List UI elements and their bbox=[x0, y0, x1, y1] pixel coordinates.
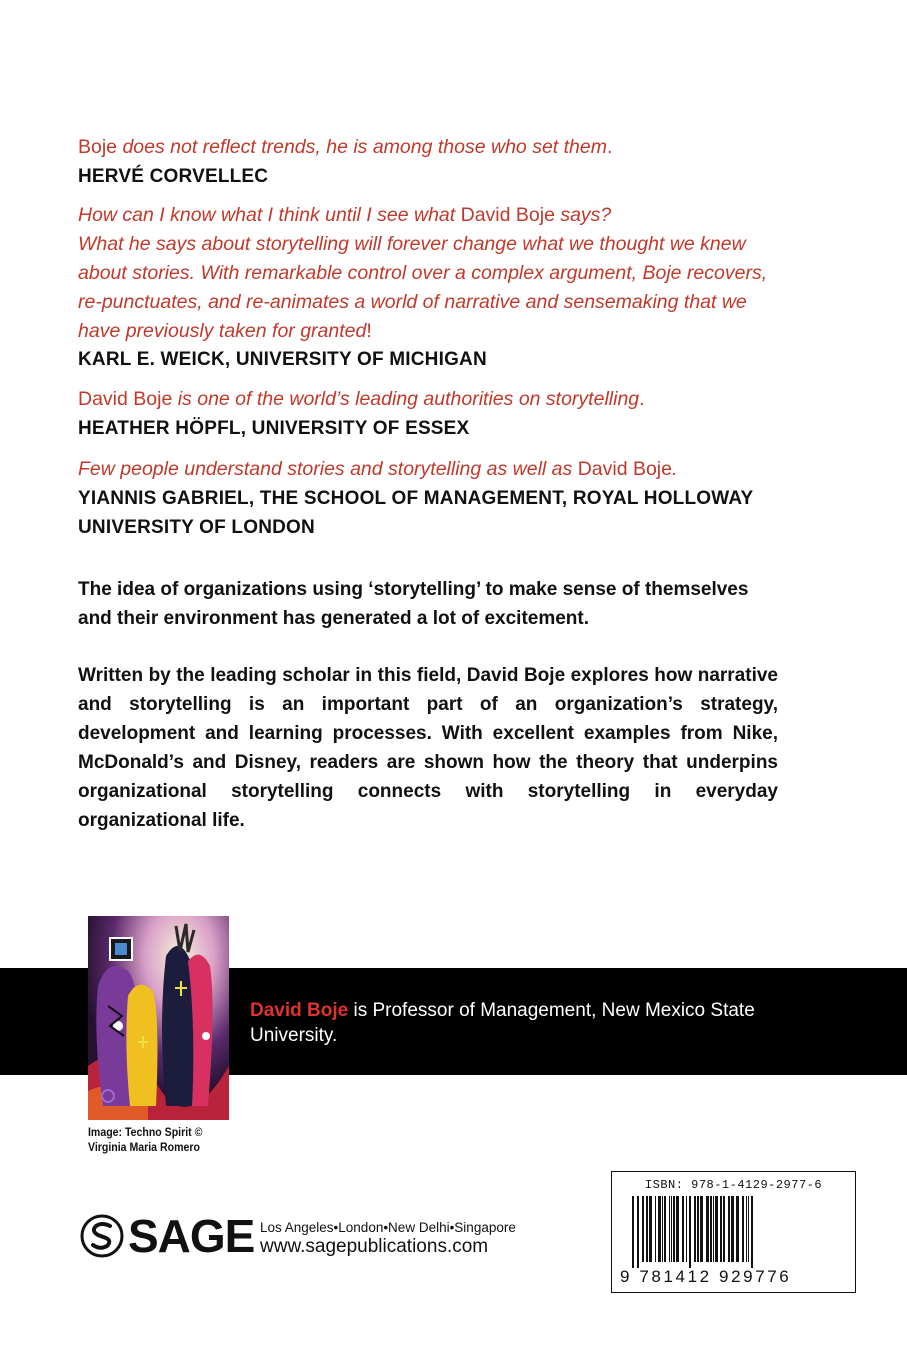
quote-segment: re-punctuates, and re-animates a world of narrative and sensemaking that we bbox=[78, 291, 747, 313]
techno-spirit-artwork bbox=[88, 916, 229, 1120]
quote-line bbox=[78, 288, 767, 317]
barcode-bar bbox=[642, 1196, 644, 1262]
image-credit-line-1: Image: Techno Spirit © bbox=[88, 1125, 203, 1139]
image-credit bbox=[88, 1125, 202, 1155]
author-bio bbox=[250, 998, 770, 1048]
endorsement-quote bbox=[78, 133, 612, 162]
barcode-bar bbox=[700, 1196, 703, 1262]
barcode-bar bbox=[751, 1196, 753, 1268]
barcode-bar bbox=[731, 1196, 734, 1262]
barcode-bar bbox=[649, 1196, 652, 1262]
attribution-line: HERVÉ CORVELLEC bbox=[78, 166, 269, 187]
barcode-bar bbox=[632, 1196, 634, 1268]
barcode-bar bbox=[706, 1196, 709, 1262]
attribution-line: YIANNIS GABRIEL, THE SCHOOL OF MANAGEMENT, ROYAL HOLLOWAY bbox=[78, 488, 754, 509]
quote-segment: Boje bbox=[78, 136, 123, 158]
barcode-bar bbox=[676, 1196, 679, 1262]
endorsement-quote bbox=[78, 201, 767, 346]
quote-segment: What he says about storytelling will forever change what we thought we knew bbox=[78, 233, 746, 255]
sage-logo bbox=[80, 1210, 255, 1262]
quote-line bbox=[78, 455, 677, 484]
quote-line bbox=[78, 230, 767, 259]
barcode-bar bbox=[720, 1196, 722, 1262]
barcode-bar bbox=[736, 1196, 739, 1262]
endorsement-attribution bbox=[78, 345, 487, 374]
description-paragraph-1: The idea of organizations using ‘storytelling’ to make sense of themselves and their environment has generated a lot of excitement. bbox=[78, 579, 749, 629]
isbn-label: ISBN: 978-1-4129-2977-6 bbox=[644, 1178, 823, 1192]
quote-segment: David Boje bbox=[577, 458, 672, 480]
barcode-bar bbox=[646, 1196, 648, 1262]
barcode-bar bbox=[728, 1196, 730, 1262]
sage-emblem-icon bbox=[80, 1214, 124, 1258]
quote-segment: says? bbox=[554, 204, 612, 226]
publisher-url[interactable]: www.sagepublications.com bbox=[260, 1236, 489, 1257]
publisher-cities: Los Angeles•London•New Delhi•Singapore bbox=[260, 1220, 516, 1235]
quote-segment: Few people understand stories and storytelling as well as bbox=[78, 458, 578, 480]
barcode-bar bbox=[662, 1196, 663, 1262]
endorsement-attribution bbox=[78, 484, 753, 542]
quote-segment: . bbox=[672, 458, 678, 480]
attribution-line: KARL E. WEICK, UNIVERSITY OF MICHIGAN bbox=[78, 349, 487, 370]
attribution-line: HEATHER HÖPFL, UNIVERSITY OF ESSEX bbox=[78, 418, 470, 439]
barcode-bar bbox=[694, 1196, 696, 1262]
barcode-bar bbox=[682, 1196, 684, 1262]
quote-segment: . bbox=[639, 388, 645, 410]
endorsement-quote bbox=[78, 455, 677, 484]
endorsement-attribution bbox=[78, 162, 268, 191]
quote-segment: ! bbox=[366, 320, 372, 342]
sage-logo-text: SAGE bbox=[128, 1210, 255, 1262]
author-name: David Boje bbox=[250, 1000, 349, 1021]
image-credit-line-2: Virginia Maria Romero bbox=[88, 1140, 200, 1154]
quote-segment: David Boje bbox=[78, 388, 178, 410]
quote-segment: David Boje bbox=[460, 204, 555, 226]
barcode-bar bbox=[723, 1196, 725, 1262]
quote-line bbox=[78, 317, 767, 346]
barcode-bar bbox=[658, 1196, 661, 1262]
barcode-bar bbox=[664, 1196, 666, 1262]
quote-line bbox=[78, 259, 767, 288]
author-bio-text: is Professor of Management, New Mexico State University. bbox=[250, 1000, 755, 1046]
barcode-bar bbox=[673, 1196, 675, 1262]
attribution-line: UNIVERSITY OF LONDON bbox=[78, 517, 315, 538]
quote-segment: . bbox=[606, 136, 613, 158]
cover-artwork bbox=[88, 916, 229, 1120]
endorsement-attribution bbox=[78, 414, 469, 443]
barcode-bar bbox=[715, 1196, 718, 1262]
barcode-bar bbox=[637, 1196, 639, 1268]
quote-segment: have previously taken for granted bbox=[78, 320, 367, 342]
quote-segment: about stories. With remarkable control over a complex argument, Boje recovers, bbox=[78, 262, 768, 284]
endorsement-quote bbox=[78, 385, 645, 414]
barcode-bar bbox=[669, 1196, 670, 1262]
barcode-digits: 9 781412 929776 bbox=[620, 1267, 792, 1286]
quote-segment: does not reflect trends, he is among those who set them bbox=[122, 136, 607, 158]
barcode-bar bbox=[689, 1196, 691, 1268]
description-paragraph-2: Written by the leading scholar in this field, David Boje explores how narrative and storytelling is an important part of an organization’s strategy, development and learning processes. With excellent examples from Nike, McDonald’s and Disney, readers are shown how the theory that underpins organizational storytelling connects with storytelling in everyday organizational life. bbox=[78, 665, 778, 831]
barcode-bar bbox=[686, 1196, 687, 1262]
isbn-barcode bbox=[611, 1171, 856, 1293]
quote-line bbox=[78, 201, 767, 230]
barcode-bar bbox=[742, 1196, 744, 1262]
barcode-bar bbox=[697, 1196, 699, 1262]
barcode-bar bbox=[655, 1196, 656, 1262]
quote-line bbox=[78, 133, 612, 162]
quote-line bbox=[78, 385, 645, 414]
barcode-bar bbox=[748, 1196, 749, 1262]
barcode-bar bbox=[671, 1196, 672, 1262]
barcode-bar bbox=[746, 1196, 747, 1262]
barcode-bar bbox=[710, 1196, 712, 1262]
quote-segment: How can I know what I think until I see what bbox=[78, 204, 461, 226]
quote-segment: is one of the world’s leading authorities on storytelling bbox=[177, 388, 640, 410]
barcode-bar bbox=[713, 1196, 714, 1262]
